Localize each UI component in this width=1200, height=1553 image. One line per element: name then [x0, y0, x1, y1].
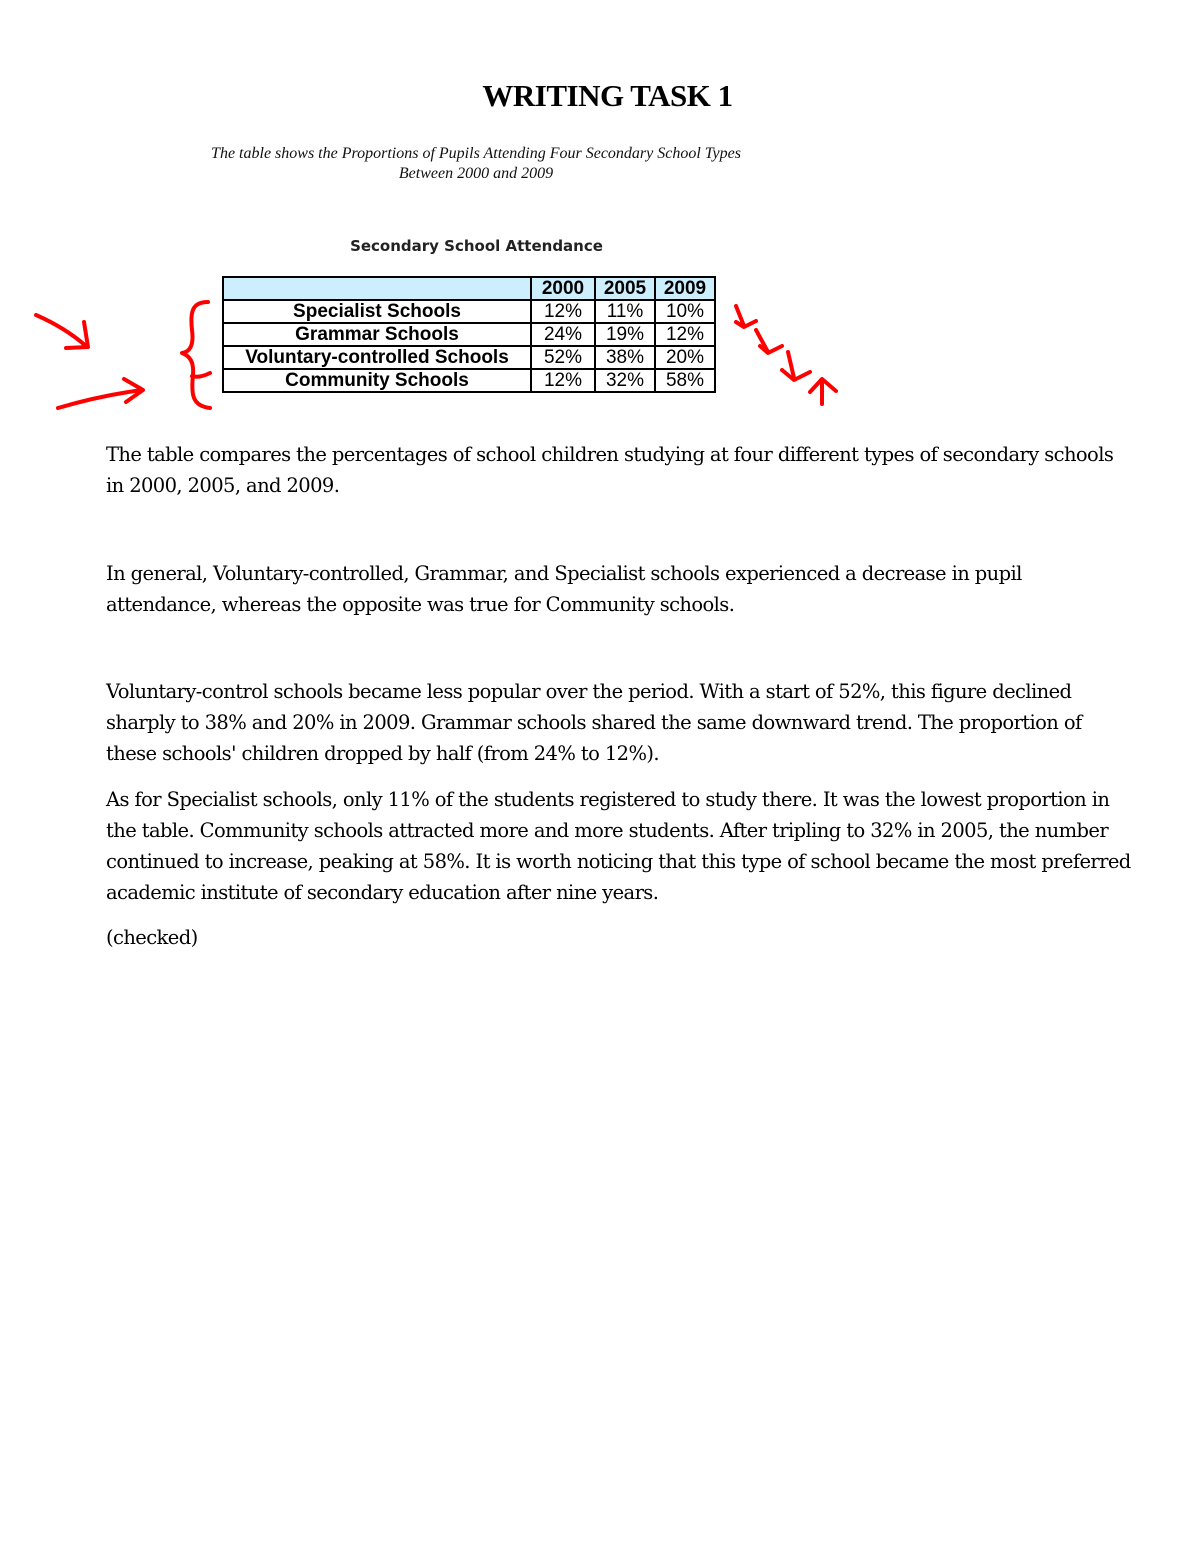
curly-brace-tick-icon [192, 373, 210, 377]
arrowhead-right-icon [124, 379, 143, 402]
table-cell: 32% [595, 369, 655, 392]
arrow-down-icon [788, 352, 794, 378]
table-cell: 58% [655, 369, 715, 392]
header-cell-2009: 2009 [655, 277, 715, 300]
table-cell: 19% [595, 323, 655, 346]
header-cell-2005: 2005 [595, 277, 655, 300]
header-cell-empty [223, 277, 531, 300]
table-description [0, 144, 952, 184]
row-label: Voluntary-controlled Schools [223, 346, 531, 369]
curly-brace-icon [182, 302, 210, 408]
table-cell: 20% [655, 346, 715, 369]
table-row [223, 300, 715, 323]
table-cell: 12% [531, 369, 595, 392]
essay-overview: In general, Voluntary-controlled, Grammar, and Specialist schools experienced a decrease in pupil attendance, whereas the opposite was true for Community schools. [106, 562, 1022, 616]
table-cell: 24% [531, 323, 595, 346]
arrow-down-icon [756, 330, 768, 352]
arrowhead-down-icon [736, 321, 756, 327]
row-label: Grammar Schools [223, 323, 531, 346]
table-header-row [223, 277, 715, 300]
subtitle-line-2: Between 2000 and 2009 [398, 165, 554, 182]
arrow-right-icon [58, 390, 142, 408]
arrow-diagonal-icon [36, 315, 86, 346]
arrowhead-down-icon [760, 346, 782, 353]
header-cell-2000: 2000 [531, 277, 595, 300]
essay-body-paragraph-2: As for Specialist schools, only 11% of the students registered to study there. It was the lowest proportion in the table. Community schools attracted more and more students. After tripling to 32% in 2005, the number continued to increase, peaking at 58%. It is worth noticing that this type of school became the most preferred academic institute of secondary education after nine years. [106, 788, 1131, 904]
essay-body-paragraph-1: Voluntary-control schools became less popular over the period. With a start of 52%, this figure declined sharply to 38% and 20% in 2009. Grammar schools shared the same downward trend. The proportion of these schools' children dropped by half (from 24% to 12%). [106, 680, 1082, 765]
arrowhead-down-icon [782, 370, 810, 380]
table-row [223, 346, 715, 369]
arrow-down-icon [736, 306, 744, 326]
table-cell: 12% [655, 323, 715, 346]
row-label: Specialist Schools [223, 300, 531, 323]
row-label: Community Schools [223, 369, 531, 392]
table-cell: 11% [595, 300, 655, 323]
arrowhead-diagonal-icon [66, 322, 88, 348]
table-cell: 10% [655, 300, 715, 323]
subtitle-line-1: The table shows the Proportions of Pupils Attending Four Secondary School Types [211, 145, 741, 162]
essay-introduction: The table compares the percentages of school children studying at four different types of secondary schools in 2000, 2005, and 2009. [106, 443, 1114, 497]
arrowhead-up-icon [810, 379, 836, 392]
page-title: WRITING TASK 1 [482, 78, 733, 113]
checked-note: (checked) [106, 926, 198, 949]
table-cell: 52% [531, 346, 595, 369]
table-row [223, 369, 715, 392]
table-title: Secondary School Attendance [350, 237, 603, 255]
table-cell: 38% [595, 346, 655, 369]
table-cell: 12% [531, 300, 595, 323]
table-row [223, 323, 715, 346]
attendance-table [222, 276, 716, 393]
